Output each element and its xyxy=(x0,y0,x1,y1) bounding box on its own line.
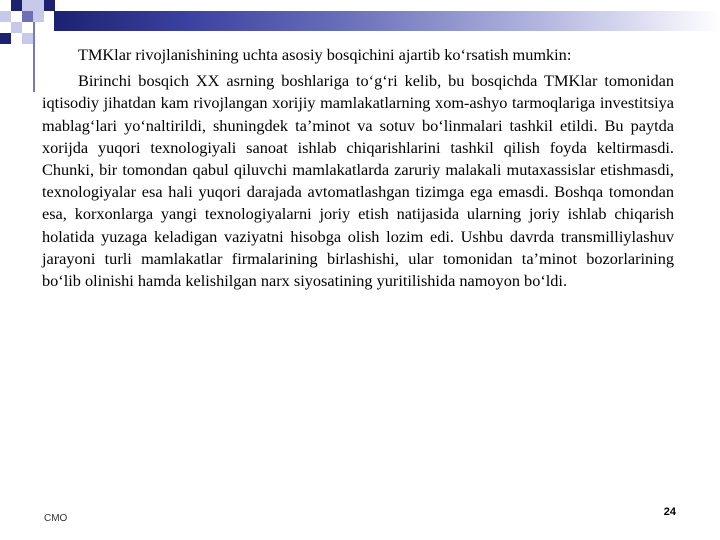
decor-square xyxy=(22,0,33,11)
decor-square xyxy=(0,11,11,22)
decor-square xyxy=(33,0,44,11)
decor-square xyxy=(22,11,33,22)
footer-label: CMO xyxy=(44,513,68,524)
decor-square xyxy=(11,22,22,33)
header-vertical-line xyxy=(33,22,35,92)
decor-square xyxy=(33,11,44,22)
header-gradient-bar xyxy=(54,11,720,31)
decor-square xyxy=(44,0,55,11)
decor-square xyxy=(22,33,33,44)
slide-body xyxy=(42,44,674,296)
decor-square xyxy=(0,33,11,44)
page-number: 24 xyxy=(663,506,676,518)
paragraph-first-stage: Birinchi bosqich XX asrning boshlariga to‘g‘ri kelib, bu bosqichda TMKlar tomonidan iqtisodiy jihatdan kam rivojlangan xorijiy mamlakatlarning xom-ashyo tarmoqlariga investitsiya mablag‘lari yo‘naltirildi, shuningdek ta’minot va sotuv bo‘linmalari tashkil etildi. Bu paytda xorijda yuqori texnologiyali sanoat ishlab chiqarishlarini tashkil qilish foyda keltirmasdi. Chunki, bir tomondan qabul qiluvchi mamlakatlarda zaruriy malakali mutaxassislar etishmasdi, texnologiyalar esa hali yuqori darajada avtomatlashgan tizimga ega emasdi. Boshqa tomondan esa, korxonlarga yangi texnologiyalarni joriy etish natijasida ularning joriy ishlab chiqarish holatida yuzaga keladigan vaziyatni hisobga olish lozim edi. Ushbu davrda transmilliylashuv jarayoni turli mamlakatlar firmalarining birlashishi, ular tomonidan ta’minot bozorlarining bo‘lib olinishi hamda kelishilgan narx siyosatining yuritilishida namoyon bo‘ldi. xyxy=(42,71,674,291)
decor-square xyxy=(11,0,22,11)
paragraph-intro: TMKlar rivojlanishining uchta asosiy bosqichini ajartib ko‘rsatish mumkin: xyxy=(78,45,572,64)
